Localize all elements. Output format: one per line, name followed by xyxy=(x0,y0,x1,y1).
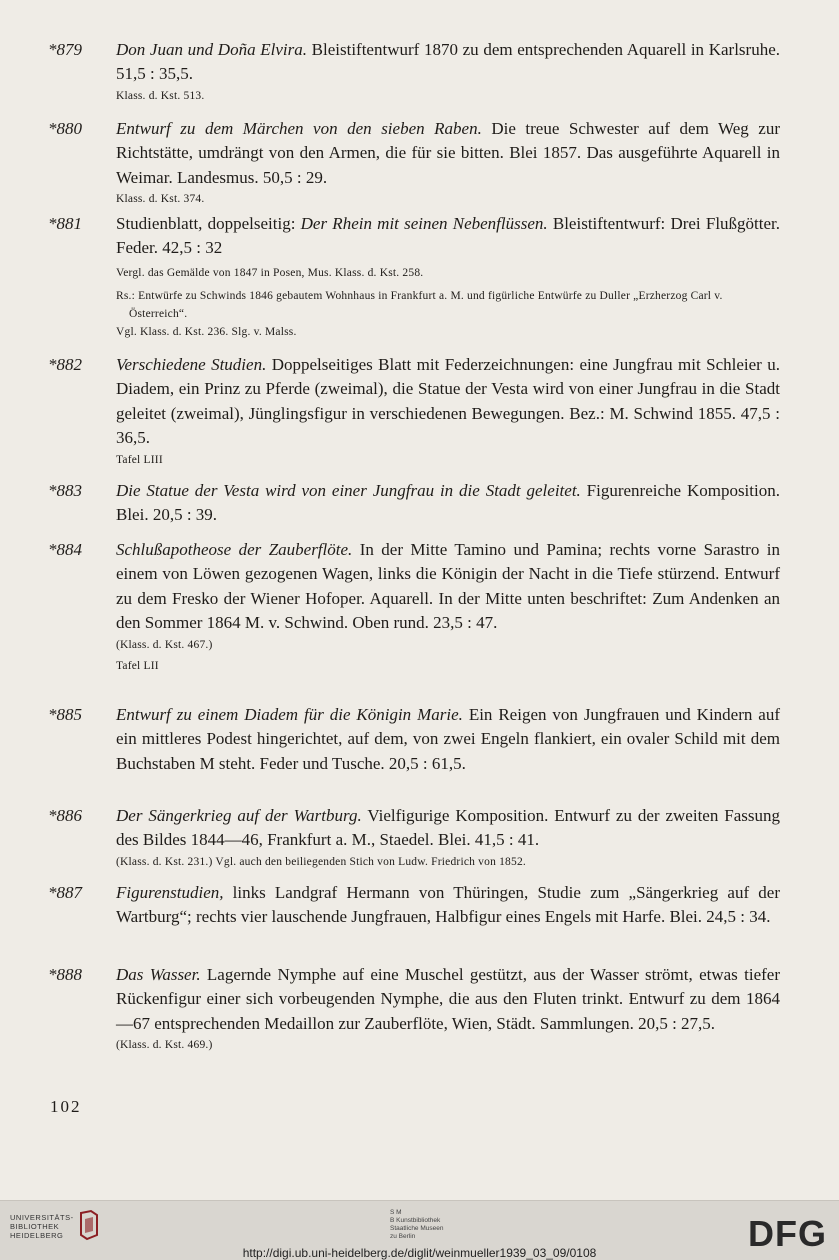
entry-number: *887 xyxy=(48,883,82,902)
entry-number: *881 xyxy=(48,214,82,233)
entry-title: Das Wasser. xyxy=(116,965,201,984)
entry-886 xyxy=(0,804,839,871)
kunstbibliothek-logo[interactable]: S M B Kunstbibliothek Staatliche Museen zu Berlin xyxy=(390,1209,444,1240)
entry-number: *885 xyxy=(48,705,82,724)
entry-885 xyxy=(0,703,839,776)
entry-title: Entwurf zu dem Märchen von den sieben Raben. xyxy=(116,119,482,138)
entry-888 xyxy=(0,963,839,1054)
entry-884 xyxy=(0,538,839,675)
entry-note: Tafel LIII xyxy=(116,453,163,466)
entry-note: (Klass. d. Kst. 469.) xyxy=(116,1039,213,1052)
entry-number: *888 xyxy=(48,965,82,984)
university-emblem-icon xyxy=(77,1209,101,1241)
entry-text: Die Statue der Vesta wird von einer Jungfrau in die Stadt geleitet. Figurenreiche Komposition. Blei. 20,5 : 39. xyxy=(116,481,780,525)
entry-880 xyxy=(0,117,839,208)
entry-text: Entwurf zu einem Diadem für die Königin Marie. Ein Reigen von Jungfrauen und Kindern auf ein mittleres Podest hingerichtet, auf dem, von zwei Engeln flankiert, ein ovaler Schild mit dem Buchstaben M steht. Feder und Tusche. 20,5 : 61,5. xyxy=(116,705,780,773)
entry-note: Klass. d. Kst. 374. xyxy=(116,193,205,206)
entry-text: Entwurf zu dem Märchen von den sieben Raben. Die treue Schwester auf dem Weg zur Richtstätte, umdrängt von den Armen, die für sie bitten. Blei 1857. Das ausgeführte Aquarell in Weimar. Landesmus. 50,5 : 29. xyxy=(116,119,780,187)
entry-879 xyxy=(0,38,839,105)
entry-number: *883 xyxy=(48,481,82,500)
entry-number: *886 xyxy=(48,806,82,825)
entry-881 xyxy=(0,212,839,341)
entry-number: *879 xyxy=(48,40,82,59)
entry-text: Schlußapotheose der Zauberflöte. In der Mitte Tamino und Pamina; rechts vorne Sarastro in einem von Löwen gezogenen Wagen, links die Königin der Nacht in die Tiefe stürzend. Entwurf zu dem Fresko der Wiener Hofoper. Aquarell. In der Mitte unten beschriftet: Zum Andenken an den Sommer 1864 M. v. Schwind. Oben rund. 23,5 : 47. xyxy=(116,540,780,633)
permalink-url[interactable]: http://digi.ub.uni-heidelberg.de/diglit/weinmueller1939_03_09/0108 xyxy=(242,1246,597,1260)
entry-note: Vgl. Klass. d. Kst. 236. Slg. v. Malss. xyxy=(116,325,297,338)
entry-note: Rs.: Entwürfe zu Schwinds 1846 gebautem Wohnhaus in Frankfurt a. M. und figürliche Entwürfe zu Duller „Erzherzog Carl v. Österreich“. xyxy=(116,289,723,320)
entry-text: Figurenstudien, links Landgraf Hermann von Thüringen, Studie zum „Sängerkrieg auf der Wartburg“; rechts vier lauschende Jungfrauen, Halbfigur eines Engels mit Harfe. Blei. 24,5 : 34. xyxy=(116,883,780,927)
entry-title: Die Statue der Vesta wird von einer Jungfrau in die Stadt geleitet. xyxy=(116,481,581,500)
entry-text: Verschiedene Studien. Doppelseitiges Blatt mit Federzeichnungen: eine Jungfrau mit Schleier u. Diadem, ein Prinz zu Pferde (zweimal), die Statue der Vesta wird von einer Jungfrau in die Stadt geleitet (zweimal), Jünglingsfigur in verschiedenen Bewegungen. Bez.: M. Schwind 1855. 47,5 : 36,5. xyxy=(116,355,780,448)
entry-note: (Klass. d. Kst. 231.) Vgl. auch den beiliegenden Stich von Ludw. Friedrich von 1852. xyxy=(116,855,526,868)
entry-note: Vergl. das Gemälde von 1847 in Posen, Mus. Klass. d. Kst. 258. xyxy=(116,266,424,279)
entry-title: Figurenstudien, xyxy=(116,883,224,902)
entry-883 xyxy=(0,479,839,528)
page-number: 102 xyxy=(50,1097,82,1116)
entry-number: *882 xyxy=(48,355,82,374)
entry-title: Verschiedene Studien. xyxy=(116,355,267,374)
entry-text: Das Wasser. Lagernde Nymphe auf eine Muschel gestützt, aus der Wasser strömt, etwas tiefer Rückenfigur einer sich vorbeugenden Nymphe, die aus den Fluten trinkt. Entwurf zu dem 1864—67 entsprechenden Medaillon zur Zauberflöte, Wien, Städt. Sammlungen. 20,5 : 27,5. xyxy=(116,965,780,1033)
entry-text: Der Sängerkrieg auf der Wartburg. Vielfigurige Komposition. Entwurf zu der zweiten Fassung des Bildes 1844—46, Frankfurt a. M., Staedel. Blei. 41,5 : 41. xyxy=(116,806,780,850)
university-logo-text[interactable]: UNIVERSITÄTS- BIBLIOTHEK HEIDELBERG xyxy=(10,1213,74,1240)
dfg-logo[interactable]: DFG xyxy=(748,1213,827,1254)
entry-title: Der Rhein mit seinen Nebenflüssen. xyxy=(300,214,548,233)
entry-note: Tafel LII xyxy=(116,659,159,672)
entry-title: Der Sängerkrieg auf der Wartburg. xyxy=(116,806,362,825)
entry-title: Entwurf zu einem Diadem für die Königin Marie. xyxy=(116,705,463,724)
entry-text: Studienblatt, doppelseitig: Der Rhein mit seinen Nebenflüssen. Bleistiftentwurf: Drei Flußgötter. Feder. 42,5 : 32 xyxy=(116,214,781,258)
entry-text: Don Juan und Doña Elvira. Bleistiftentwurf 1870 zu dem entsprechenden Aquarell in Karlsruhe. 51,5 : 35,5. xyxy=(116,40,780,84)
entry-note: (Klass. d. Kst. 467.) xyxy=(116,638,213,651)
entry-title: Don Juan und Doña Elvira. xyxy=(116,40,307,59)
entry-number: *880 xyxy=(48,119,82,138)
entry-number: *884 xyxy=(48,540,82,559)
entry-887 xyxy=(0,881,839,930)
entry-882 xyxy=(0,353,839,469)
viewer-footer xyxy=(0,1200,839,1260)
entry-title: Schlußapotheose der Zauberflöte. xyxy=(116,540,353,559)
entry-note: Klass. d. Kst. 513. xyxy=(116,89,205,102)
